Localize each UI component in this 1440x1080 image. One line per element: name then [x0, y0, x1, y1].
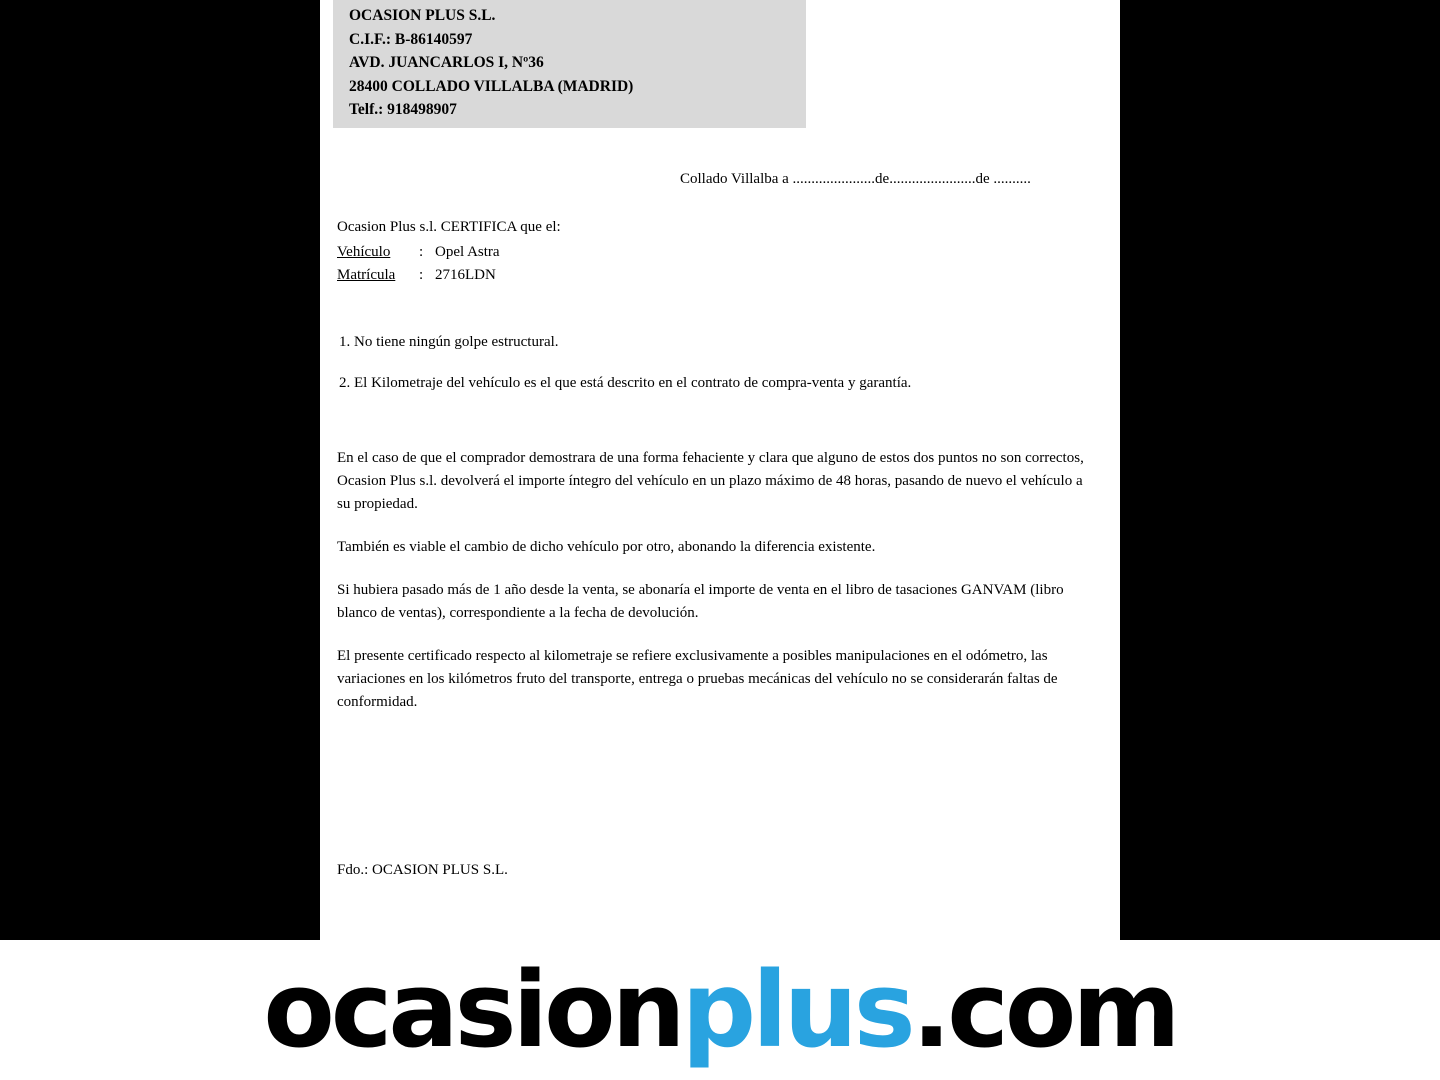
field-row-plate — [337, 264, 1099, 287]
spacer — [337, 395, 1099, 447]
dateline: Collado Villalba a ......................de.......................de .......... — [680, 171, 1031, 187]
company-cif: C.I.F.: B-86140597 — [349, 30, 473, 48]
field-row-vehicle — [337, 241, 1099, 264]
letterhead-block — [333, 0, 806, 128]
signature-line: Fdo.: OCASION PLUS S.L. — [337, 862, 508, 878]
certification-point-2: 2. El Kilometraje del vehículo es el que está descrito en el contrato de compra-venta y garantía. — [339, 375, 912, 392]
certification-point-1: 1. No tiene ningún golpe estructural. — [339, 334, 559, 351]
paragraph-odometer: El presente certificado respecto al kilometraje se refiere exclusivamente a posibles manipulaciones en el odómetro, las variaciones en los kilómetros fruto del transporte, entrega o pruebas mecánicas del vehículo no se considerarán faltas de conformidad. — [337, 647, 1058, 710]
certifies-intro: Ocasion Plus s.l. CERTIFICA que el: — [337, 219, 561, 235]
paragraph-refund: En el caso de que el comprador demostrara de una forma fehaciente y clara que alguno de estos dos puntos no son correctos, Ocasion Plus s.l. devolverá el importe íntegro del vehículo en un plazo máximo de 48 horas, pasando de nuevo el vehículo a su propiedad. — [337, 450, 1084, 513]
document-body — [337, 216, 1099, 714]
field-separator-vehicle: : — [419, 243, 424, 260]
field-label-vehicle: Vehículo — [337, 243, 391, 260]
field-separator-plate: : — [419, 267, 424, 284]
company-address: AVD. JUANCARLOS I, Nº36 — [349, 54, 544, 72]
footer-brand-bar — [0, 940, 1440, 1080]
brand-logo — [263, 949, 1177, 1071]
brand-part-plus: plus — [681, 949, 912, 1071]
company-name: OCASION PLUS S.L. — [349, 7, 496, 24]
paragraph-exchange: También es viable el cambio de dicho vehículo por otro, abonando la diferencia existente. — [337, 539, 876, 556]
document-sheet — [320, 0, 1120, 940]
field-label-plate: Matrícula — [337, 267, 396, 284]
company-phone: Telf.: 918498907 — [349, 101, 457, 119]
brand-part-com: .com — [911, 949, 1177, 1071]
spacer — [337, 287, 1099, 331]
spacer — [337, 354, 1099, 372]
brand-part-ocasion: ocasion — [263, 949, 682, 1071]
company-city: 28400 COLLADO VILLALBA (MADRID) — [349, 77, 634, 95]
field-value-plate: 2716LDN — [435, 267, 496, 284]
paragraph-ganvam: Si hubiera pasado más de 1 año desde la venta, se abonaría el importe de venta en el libro de tasaciones GANVAM (libro blanco de ventas), correspondiente a la fecha de devolución. — [337, 582, 1064, 621]
field-value-vehicle: Opel Astra — [435, 243, 500, 260]
